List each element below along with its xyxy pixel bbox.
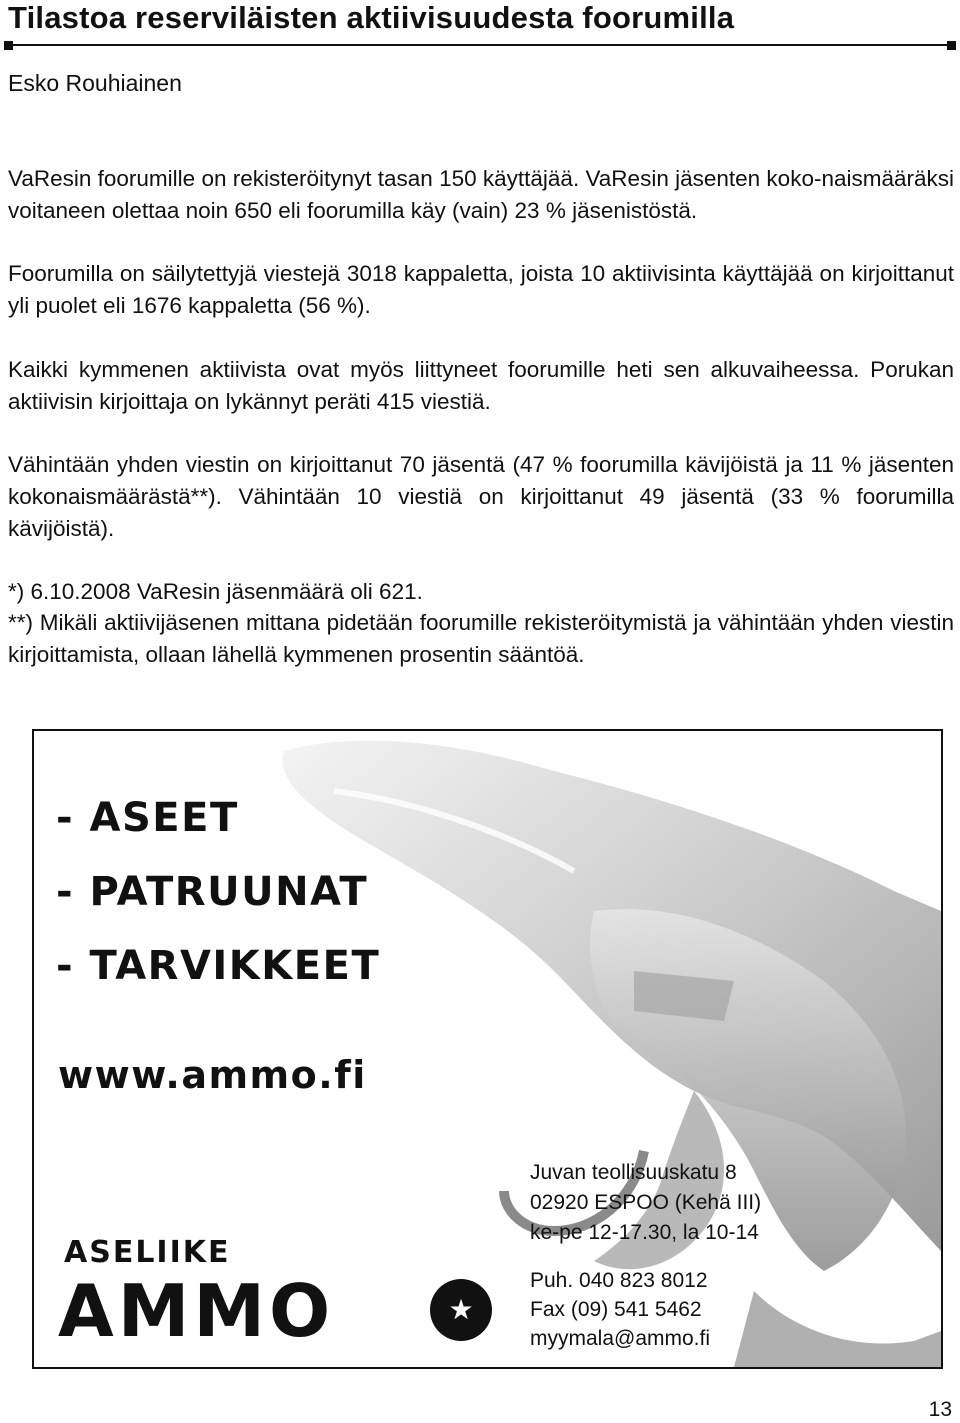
shop-label: ASELIIKE (64, 1235, 231, 1270)
footnote-1: *) 6.10.2008 VaResin jäsenmäärä oli 621. (8, 579, 423, 604)
address-line-2: 02920 ESPOO (Kehä III) (530, 1191, 762, 1214)
footnote-2: **) Mikäli aktiivijäsenen mittana pidetään foorumille rekisteröitymistä ja vähintään yhden viestin kirjoittamista, ollaan lähellä kymmenen prosentin sääntöä. (8, 610, 954, 667)
article-author: Esko Rouhiainen (8, 70, 182, 96)
paragraph-4: Vähintään yhden viestin on kirjoittanut 70 jäsentä (47 % foorumilla kävijöistä ja 11 % jäsenten kokonaismäärästä**). Vähintään 10 viestiä on kirjoittanut 49 jäsentä (33 % foorumilla kävijöistä). (8, 452, 954, 541)
ad-item-tarvikkeet: - TARVIKKEET (56, 943, 381, 989)
ad-website[interactable]: www.ammo.fi (58, 1053, 367, 1097)
opening-hours: ke-pe 12-17.30, la 10-14 (530, 1221, 759, 1244)
phone-number: Puh. 040 823 8012 (530, 1269, 708, 1292)
advertisement (32, 729, 943, 1369)
article-title: Tilastoa reserviläisten aktiivisuudesta foorumilla (8, 0, 735, 35)
paragraph-1: VaResin foorumille on rekisteröitynyt tasan 150 käyttäjää. VaResin jäsenten koko-naismääräksi voitaneen olettaa noin 650 eli foorumilla käy (vain) 23 % jäsenistöstä. (8, 166, 954, 223)
ad-item-patruunat: - PATRUUNAT (56, 869, 369, 915)
address-line-1: Juvan teollisuuskatu 8 (530, 1161, 737, 1184)
page-number: 13 (928, 1398, 952, 1421)
star-icon: ★ (430, 1279, 492, 1341)
brand-logo: AMMO (58, 1269, 335, 1353)
fax-number: Fax (09) 541 5462 (530, 1298, 702, 1321)
title-divider (6, 44, 954, 46)
email-address[interactable]: myymala@ammo.fi (530, 1327, 711, 1350)
divider-cap-left (4, 41, 13, 50)
paragraph-3: Kaikki kymmenen aktiivista ovat myös liittyneet foorumille heti sen alkuvaiheessa. Porukan aktiivisin kirjoittaja on lykännyt peräti 415 viestiä. (8, 357, 954, 414)
divider-cap-right (947, 41, 956, 50)
paragraph-2: Foorumilla on säilytettyjä viestejä 3018 kappaletta, joista 10 aktiivisinta käyttäjää on kirjoittanut yli puolet eli 1676 kappaletta (56 %). (8, 261, 954, 318)
ad-item-aseet: - ASEET (56, 795, 239, 841)
